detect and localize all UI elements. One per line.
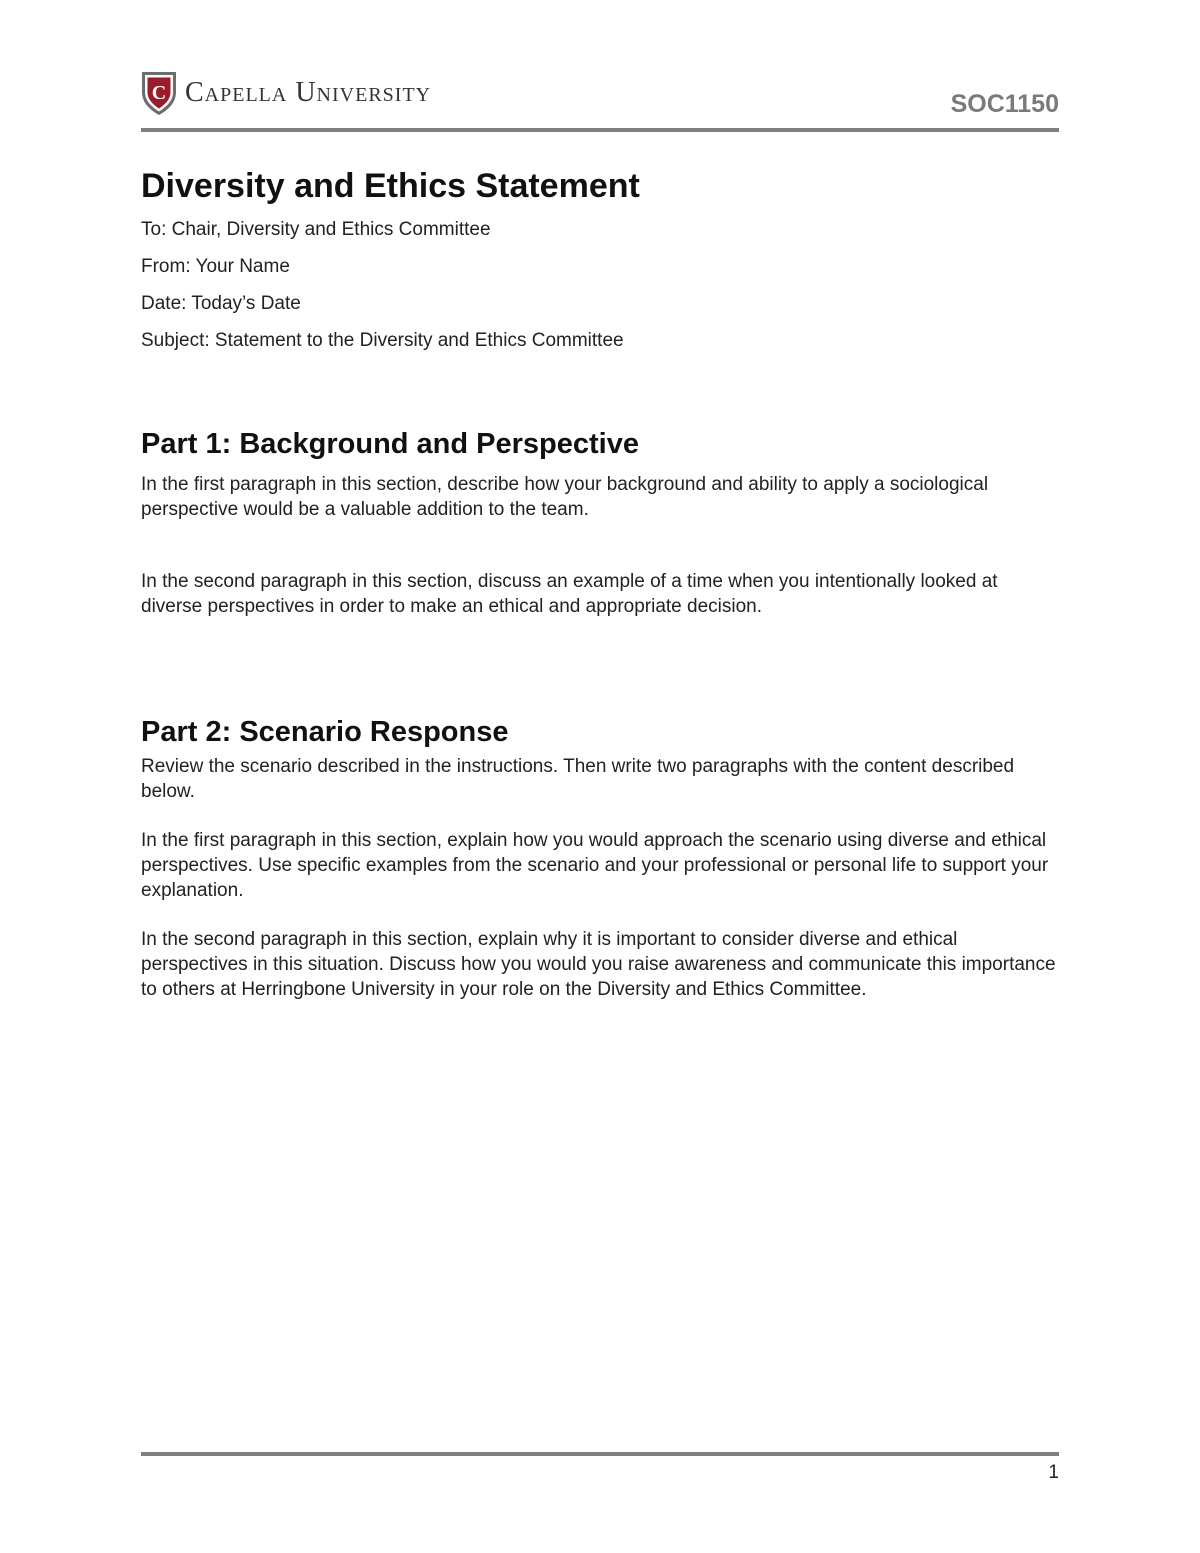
section-heading-part-1: Part 1: Background and Perspective bbox=[141, 428, 639, 460]
logo-text: Capella University bbox=[185, 77, 432, 108]
logo-letter: C bbox=[151, 82, 167, 104]
shield-icon bbox=[141, 70, 177, 116]
page-number: 1 bbox=[1048, 1462, 1059, 1483]
part-1-paragraph-1: In the first paragraph in this section, describe how your background and ability to apply a sociological perspective would be a valuable addition to the team. bbox=[141, 474, 989, 520]
memo-from: From: Your Name bbox=[141, 256, 290, 277]
part-2-intro: Review the scenario described in the instructions. Then write two paragraphs with the content described below. bbox=[141, 756, 1015, 802]
logo-wordmark bbox=[185, 79, 431, 107]
section-part-1 bbox=[141, 424, 1059, 619]
part-1-paragraph-2: In the second paragraph in this section, discuss an example of a time when you intentionally looked at diverse perspectives in order to make an ethical and appropriate decision. bbox=[141, 571, 998, 617]
page-header bbox=[141, 68, 1059, 126]
part-2-paragraph-2: In the second paragraph in this section, explain why it is important to consider diverse and ethical perspectives in this situation. Discuss how you would you raise awareness and communicate this importance to others at Herringbone University in your role on the Diversity and Ethics Committee. bbox=[141, 929, 1056, 1000]
header-divider bbox=[141, 128, 1059, 132]
section-part-2 bbox=[141, 712, 1059, 1002]
memo-subject: Subject: Statement to the Diversity and Ethics Committee bbox=[141, 330, 624, 351]
memo-date: Date: Today’s Date bbox=[141, 293, 301, 314]
document-title: Diversity and Ethics Statement bbox=[141, 167, 640, 205]
section-heading-part-2: Part 2: Scenario Response bbox=[141, 716, 509, 748]
part-2-paragraph-1: In the first paragraph in this section, explain how you would approach the scenario using diverse and ethical perspectives. Use specific examples from the scenario and your professional or personal life to support your explanation. bbox=[141, 830, 1049, 901]
document-body bbox=[141, 160, 1059, 1000]
course-code: SOC1150 bbox=[950, 90, 1059, 118]
memo-to: To: Chair, Diversity and Ethics Committee bbox=[141, 219, 491, 240]
footer-divider bbox=[141, 1452, 1059, 1456]
capella-logo bbox=[141, 68, 431, 118]
